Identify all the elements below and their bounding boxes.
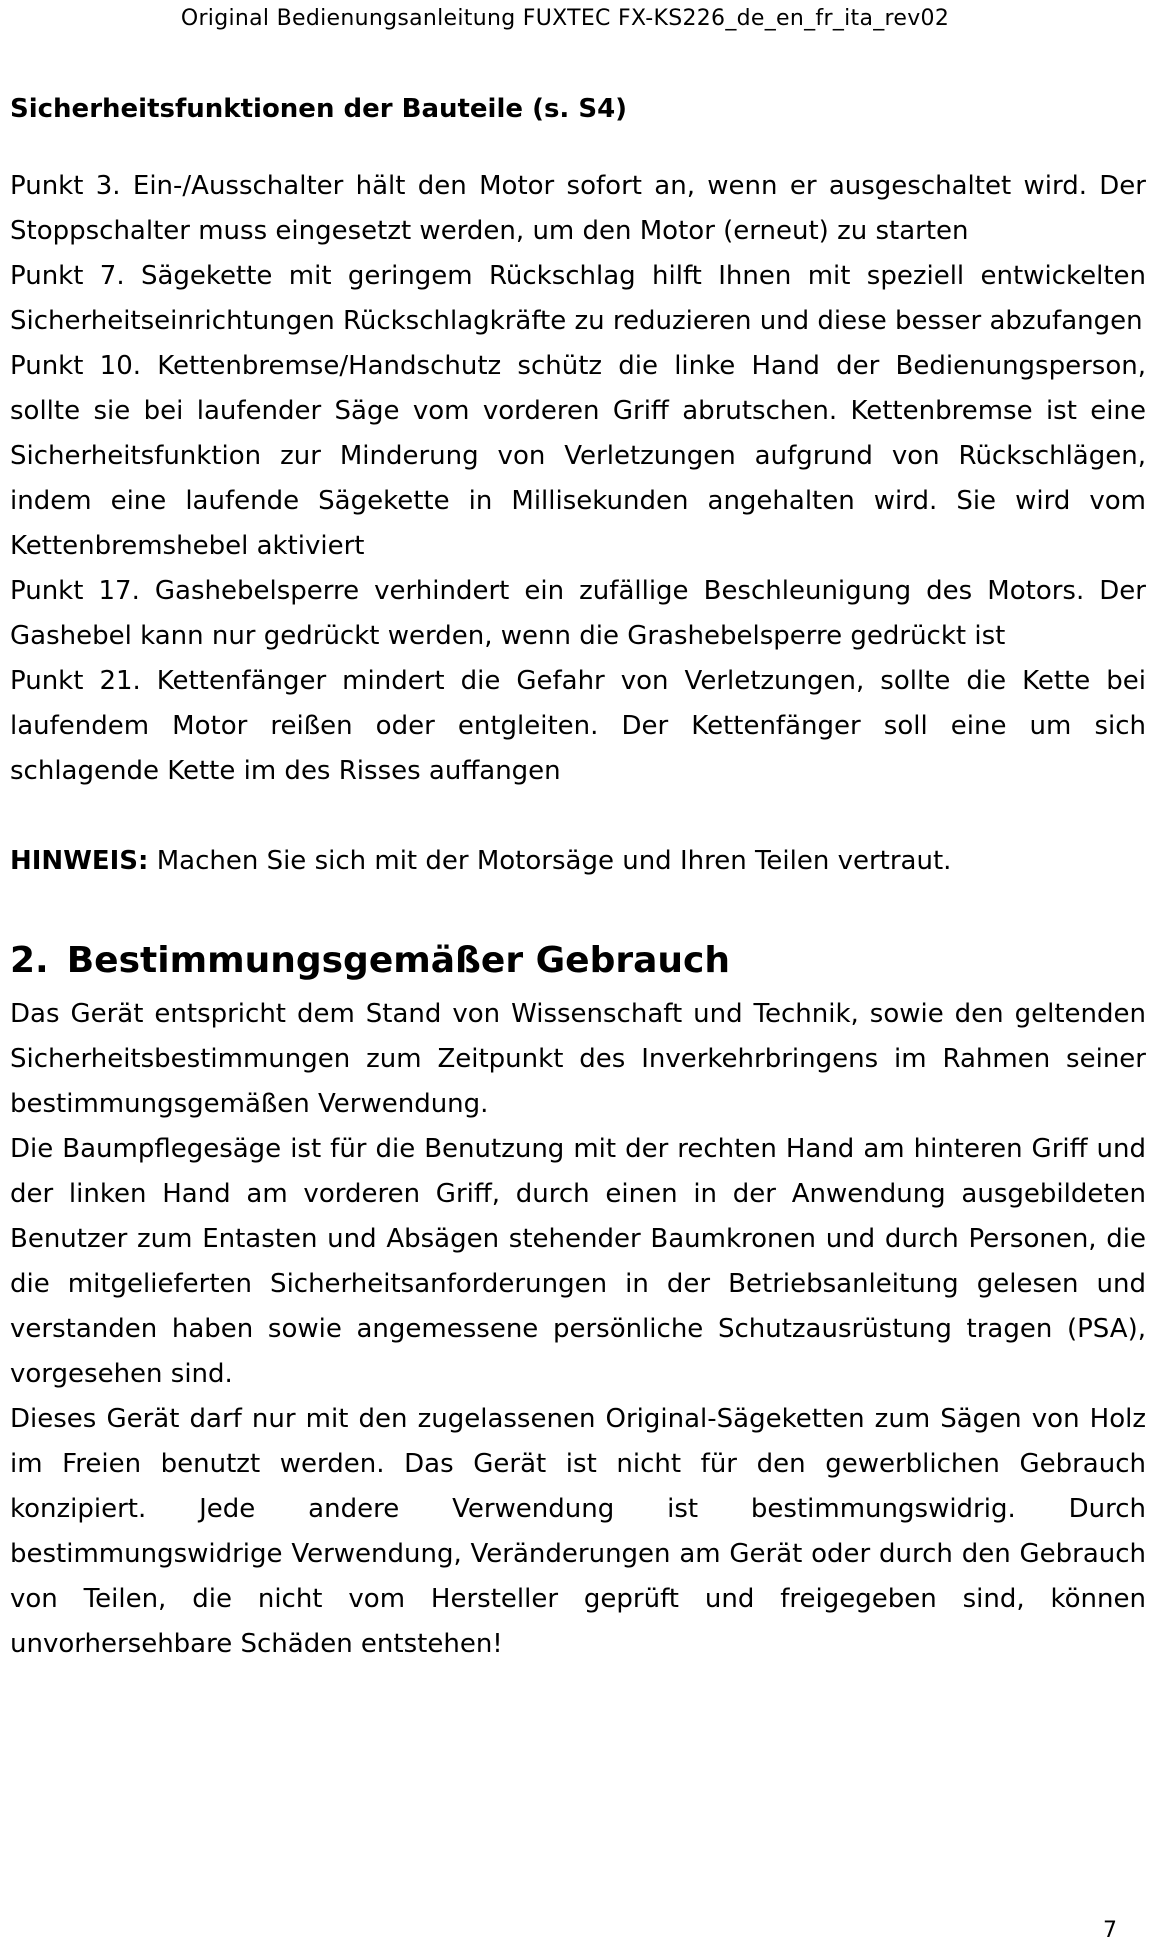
safety-point-3: Punkt 3. Ein-/Ausschalter hält den Motor sofort an, wenn er ausgeschaltet wird. Der Stoppschalter muss eingesetzt werden, um den Motor (erneut) zu starten	[10, 171, 1146, 246]
safety-point-10: Punkt 10. Kettenbremse/Handschutz schütz die linke Hand der Bedienungsperson, sollte sie bei laufender Säge vom vorderen Griff abrutschen. Kettenbremse ist eine Sicherheitsfunktion zur Minderung von Verletzungen aufgrund von Rückschlägen, indem eine laufende Sägekette in Millisekunden angehalten wird. Sie wird vom Kettenbremshebel aktiviert	[10, 351, 1146, 561]
section-heading	[10, 936, 1146, 986]
safety-points	[10, 164, 1146, 794]
notice-label: HINWEIS:	[10, 846, 149, 876]
running-header: Original Bedienungsanleitung FUXTEC FX-KS226_de_en_fr_ita_rev02	[180, 6, 950, 31]
safety-heading: Sicherheitsfunktionen der Bauteile (s. S4)	[10, 94, 628, 124]
section-paragraph: Das Gerät entspricht dem Stand von Wissenschaft und Technik, sowie den geltenden Sicherheitsbestimmungen zum Zeitpunkt des Inverkehrbringens im Rahmen seiner bestimmungsgemäßen Verwendung.	[10, 999, 1146, 1119]
section-title: Bestimmungsgemäßer Gebrauch	[66, 940, 731, 981]
safety-point-17: Punkt 17. Gashebelsperre verhindert ein zufällige Beschleunigung des Motors. Der Gashebel kann nur gedrückt werden, wenn die Grashebelsperre gedrückt ist	[10, 576, 1146, 651]
notice-text: Machen Sie sich mit der Motorsäge und Ihren Teilen vertraut.	[148, 846, 952, 876]
page-number: 7	[1103, 1918, 1117, 1943]
section-paragraph: Die Baumpflegesäge ist für die Benutzung mit der rechten Hand am hinteren Griff und der linken Hand am vorderen Griff, durch einen in der Anwendung ausgebildeten Benutzer zum Entasten und Absägen stehender Baumkronen und durch Personen, die die mitgelieferten Sicherheitsanforderungen in der Betriebsanleitung gelesen und verstanden haben sowie angemessene persönliche Schutzausrüstung tragen (PSA), vorgesehen sind.	[10, 1134, 1146, 1389]
section-number: 2.	[10, 940, 49, 981]
page-content	[10, 92, 1146, 1667]
safety-point-7: Punkt 7. Sägekette mit geringem Rückschlag hilft Ihnen mit speziell entwickelten Sicherheitseinrichtungen Rückschlagkräfte zu reduzieren und diese besser abzufangen	[10, 261, 1146, 336]
section-body	[10, 992, 1146, 1667]
notice	[10, 839, 1146, 884]
safety-point-21: Punkt 21. Kettenfänger mindert die Gefahr von Verletzungen, sollte die Kette bei laufendem Motor reißen oder entgleiten. Der Kettenfänger soll eine um sich schlagende Kette im des Risses auffangen	[10, 666, 1146, 786]
section-paragraph: Dieses Gerät darf nur mit den zugelassenen Original-Sägeketten zum Sägen von Holz im Freien benutzt werden. Das Gerät ist nicht für den gewerblichen Gebrauch konzipiert. Jede andere Verwendung ist bestimmungswidrig. Durch bestimmungswidrige Verwendung, Veränderungen am Gerät oder durch den Gebrauch von Teilen, die nicht vom Hersteller geprüft und freigegeben sind, können unvorhersehbare Schäden entstehen!	[10, 1404, 1146, 1659]
